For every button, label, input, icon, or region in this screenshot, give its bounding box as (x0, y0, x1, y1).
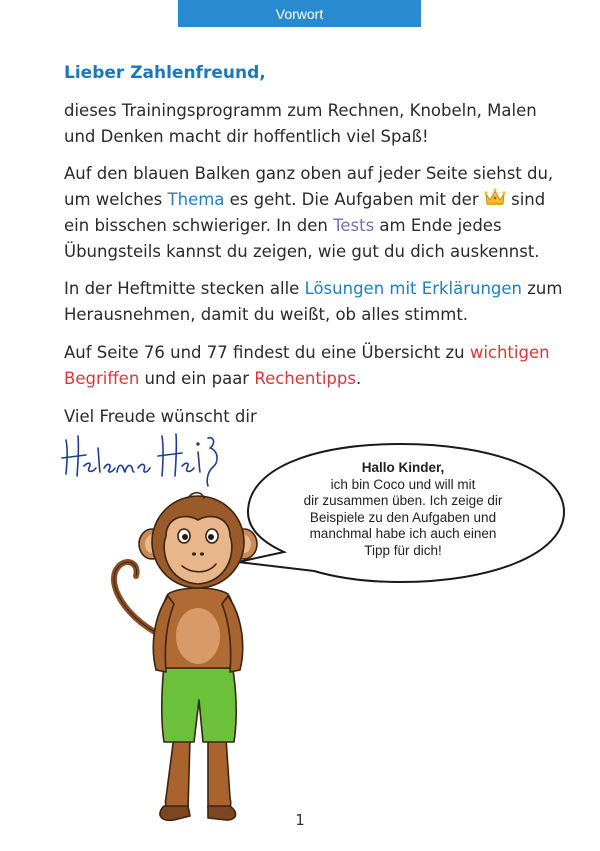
crown-icon (484, 187, 506, 207)
p2-text-c: sind ein bisschen schwieriger. In den (64, 190, 546, 235)
bubble-line-4: manchmal habe ich auch einen (309, 526, 497, 541)
paragraph-layout-hints (64, 161, 564, 265)
p2-text-b: es geht. Die Aufgaben mit der (224, 190, 484, 209)
highlight-thema: Thema (167, 190, 225, 209)
monkey-illustration (104, 486, 274, 826)
p2-text-d: am Ende jedes Übungsteils kannst du zeigen, wie gut du dich auskennst. (64, 216, 540, 261)
signature (58, 428, 238, 488)
speech-bubble-text (258, 460, 548, 559)
bubble-line-3: Beispiele zu den Aufgaben und (309, 509, 497, 525)
page-number: 1 (295, 811, 305, 829)
p4-text-c: . (355, 369, 362, 388)
paragraph-solutions (64, 276, 564, 328)
p3-text-b: zum Herausnehmen, damit du weißt, ob alles stimmt. (64, 279, 563, 324)
p4-text-a: Auf Seite 76 und 77 findest du eine Übersicht zu (64, 343, 470, 362)
paragraph-overview (64, 340, 564, 392)
bubble-line-5: Tipp für dich! (364, 542, 442, 558)
closing-line: Viel Freude wünscht dir (64, 407, 257, 426)
highlight-rechentipps: Rechentipps (254, 369, 356, 388)
p2-text-a: Auf den blauen Balken ganz oben auf jeder Seite siehst du, um welches (64, 164, 554, 209)
highlight-begriffe: wichtigen Begriffen (64, 343, 550, 388)
paragraph-intro: dieses Trainingsprogramm zum Rechnen, Knobeln, Malen und Denken macht dir hoffentlich viel Spaß! (64, 101, 537, 146)
bubble-line-2: dir zusammen üben. Ich zeige dir (303, 493, 503, 508)
highlight-tests: Tests (333, 216, 375, 235)
p4-text-b: und ein paar (139, 369, 255, 388)
section-header-bar (178, 0, 421, 27)
bubble-line-1: ich bin Coco und will mit (330, 476, 476, 492)
bubble-title: Hallo Kinder, (361, 460, 445, 475)
greeting: Lieber Zahlenfreund, (64, 63, 266, 83)
highlight-loesungen: Lösungen mit Erklärungen (304, 279, 523, 298)
p3-text-a: In der Heftmitte stecken alle (64, 279, 305, 298)
section-title: Vorwort (275, 5, 324, 22)
